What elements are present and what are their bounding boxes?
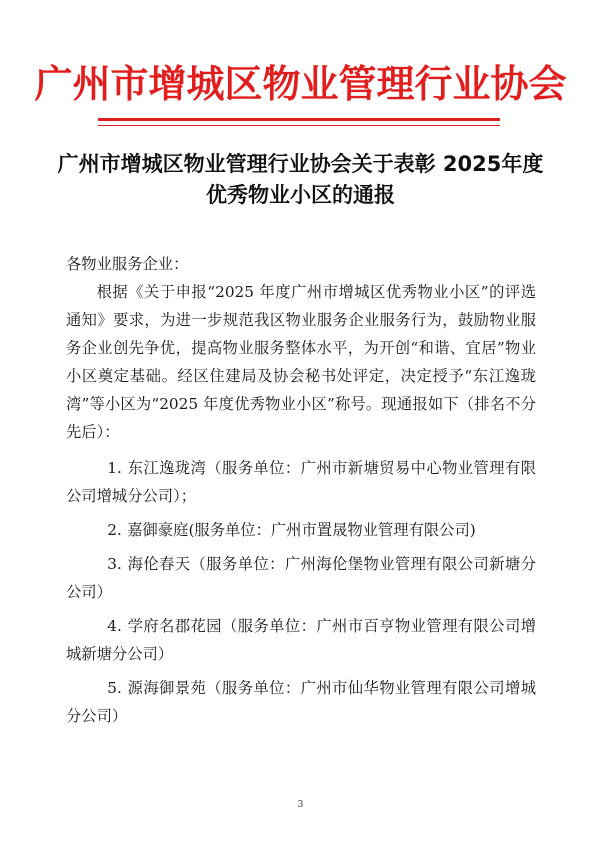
salutation: 各物业服务企业：	[66, 255, 189, 273]
letterhead-divider-thick	[98, 118, 500, 121]
list-item-text: 源海御景苑（服务单位：广州市仙华物业管理有限公司增城分公司）	[66, 679, 536, 725]
main-paragraph: 根据《关于申报“2025 年度广州市增城区优秀物业小区”的评选通知》要求，为进一步规范我区物业服务企业服务行为，鼓励物业服务企业创先争优，提高物业服务整体水平，为开创“和谐、宜居”物业小区奠定基础。经区住建局及协会秘书处评定，决定授予“东江逸珑湾”等小区为“2025 年度优秀物业小区”称号。现通报如下（排名不分先后）：	[66, 283, 536, 441]
list-item-text: 学府名郡花园（服务单位：广州市百亨物业管理有限公司增城新塘分公司）	[66, 617, 536, 663]
list-item	[66, 612, 536, 668]
list-item	[66, 454, 536, 510]
list-item-number: 2.	[107, 521, 122, 539]
list-item-number: 3.	[107, 555, 122, 573]
list-item-text: 海伦春天（服务单位：广州海伦堡物业管理有限公司新塘分公司）	[66, 555, 536, 601]
org-letterhead: 广州市增城区物业管理行业协会	[34, 62, 567, 106]
list-item-number: 1.	[107, 459, 122, 477]
award-list	[66, 454, 536, 730]
document-title: 广州市增城区物业管理行业协会关于表彰 2025年度优秀物业小区的通报	[57, 152, 544, 207]
list-item	[66, 674, 536, 730]
list-item	[66, 516, 536, 544]
list-item-number: 5.	[107, 679, 122, 697]
list-item-text: 东江逸珑湾（服务单位：广州市新塘贸易中心物业管理有限公司增城分公司）；	[66, 459, 536, 505]
letterhead-divider-thin	[98, 125, 500, 126]
list-item	[66, 550, 536, 606]
document-body	[66, 250, 536, 736]
list-item-number: 4.	[107, 617, 122, 635]
page-number: 3	[297, 800, 304, 810]
list-item-text: 嘉御豪庭(服务单位：广州市置晟物业管理有限公司)	[127, 521, 476, 539]
